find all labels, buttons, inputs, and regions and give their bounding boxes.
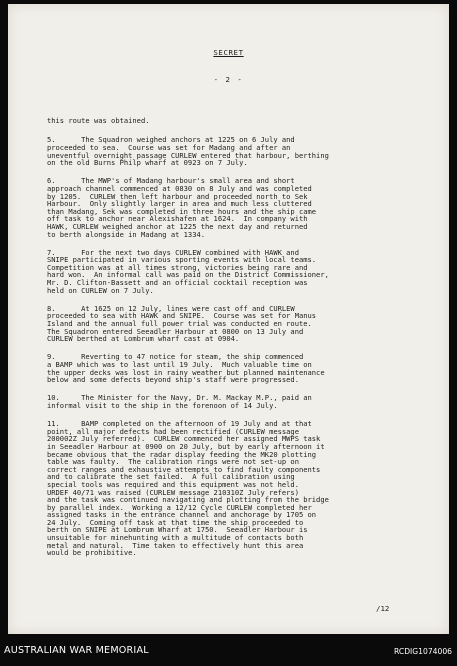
paragraph — [47, 353, 417, 383]
text-line: 10. The Minister for the Navy, Dr. M. Mackay M.P., paid an — [47, 393, 312, 403]
text-line: Harbour. Only slightly larger in area and much less cluttered — [47, 199, 312, 209]
text-line: metal and natural. Time taken to effectively hunt this area — [47, 540, 304, 550]
continuation-marker: /12 — [376, 604, 390, 613]
paragraph — [47, 177, 417, 238]
paragraph — [47, 117, 417, 125]
text-line: Island and the annual full power trial was conducted en route. — [47, 319, 312, 329]
text-line: table was faulty. The calibration rings were not set-up on — [47, 457, 299, 467]
text-line: HAWK, CURLEW weighed anchor at 1225 the next day and returned — [47, 221, 308, 231]
text-line: in Seeadler Harbour at 0900 on 20 July, but by early afternoon it — [47, 441, 325, 451]
paragraph — [47, 305, 417, 343]
text-line: proceeded to sea with HAWK and SNIPE. Course was set for Manus — [47, 311, 317, 321]
text-line: and the task was continued navigating and plotting from the bridge — [47, 495, 329, 505]
text-line: to berth alongside in Madang at 1334. — [47, 229, 206, 239]
text-line: by 1205. CURLEW then left harbour and proceeded north to Sek — [47, 191, 308, 201]
text-line: this route was obtained. — [47, 116, 150, 125]
text-line: 5. The Squadron weighed anchors at 1225 on 6 July and — [47, 135, 295, 145]
paragraph — [47, 420, 417, 557]
text-line: SNIPE participated in various sporting events with local teams. — [47, 255, 317, 265]
classification-heading: SECRET — [213, 48, 244, 57]
text-line: on the old Burns Philp wharf at 0923 on 7 July. — [47, 158, 248, 168]
text-line: special tools was required and this equipment was not held. — [47, 479, 299, 489]
text-line: assigned tasks in the entrance channel and anchorage by 1705 on — [47, 510, 317, 520]
archive-caption-bar — [0, 634, 457, 666]
text-line: below and some defects beyond ship's staff were progressed. — [47, 375, 299, 385]
text-line: point, all major defects had been rectified (CURLEW message — [47, 426, 299, 436]
paragraph — [47, 394, 417, 409]
text-line: berth on SNIPE at Lombrum Wharf at 1750. Seeadler Harbour is — [47, 525, 308, 535]
text-line: than Madang, Sek was completed in three hours and the ship came — [47, 206, 317, 216]
paragraph — [47, 136, 417, 166]
text-line: 6. The MWP's of Madang harbour's small area and short — [47, 176, 295, 186]
archive-institution: AUSTRALIAN WAR MEMORIAL — [4, 645, 149, 656]
text-line: Mr. D. Clifton-Bassett and an official cocktail reception was — [47, 278, 308, 288]
paragraph — [47, 249, 417, 295]
text-line: unsuitable for minehunting with a multitude of contacts both — [47, 533, 304, 543]
text-line: 9. Reverting to 47 notice for steam, the ship commenced — [47, 352, 304, 362]
text-line: the upper decks was lost in rainy weather but planned maintenance — [47, 367, 325, 377]
text-line: 8. At 1625 on 12 July, lines were cast off and CURLEW — [47, 303, 295, 313]
text-line: Competition was at all times strong, victories being rare and — [47, 262, 308, 272]
text-line: 24 July. Coming off task at that time the ship proceeded to — [47, 517, 304, 527]
document-page — [8, 4, 449, 634]
text-line: off task to anchor near Alexishafen at 1624. In company with — [47, 214, 308, 224]
text-line: held on CURLEW on 7 July. — [47, 285, 154, 295]
text-line: informal visit to the ship in the forenoon of 14 July. — [47, 400, 278, 410]
text-line: became obvious that the radar display feeding the MK20 plotting — [47, 449, 317, 459]
text-line: would be prohibitive. — [47, 548, 137, 558]
text-line: 200002Z July referred). CURLEW commenced her assigned MWPS task — [47, 434, 321, 444]
text-line: correct ranges and exhaustive attempts to find faulty components — [47, 464, 321, 474]
text-line: URDEF 40/71 was raised (CURLEW message 210310Z July refers) — [47, 487, 299, 497]
text-line: and to calibrate the set failed. A full calibration using — [47, 472, 295, 482]
text-line: by parallel index. Working a 12/12 Cycle CURLEW completed her — [47, 502, 312, 512]
text-line: uneventful overnight passage CURLEW entered that harbour, berthing — [47, 150, 329, 160]
text-line: proceeded to sea. Course was set for Madang and after an — [47, 142, 291, 152]
text-line: hard won. An informal call was paid on the District Commissioner, — [47, 270, 329, 280]
text-line: a BAMP which was to last until 19 July. Much valuable time on — [47, 360, 312, 370]
text-line: The Squadron entered Seeadler Harbour at 0800 on 13 July and — [47, 326, 304, 336]
text-line: approach channel commenced at 0830 on 8 July and was completed — [47, 183, 312, 193]
document-body — [47, 117, 417, 567]
page-number: - 2 - — [213, 75, 244, 84]
text-line: 11. BAMP completed on the afternoon of 19 July and at that — [47, 419, 312, 429]
text-line: CURLEW berthed at Lombrum wharf cast at 0904. — [47, 334, 240, 344]
text-line: 7. For the next two days CURLEW combined with HAWK and — [47, 247, 299, 257]
archive-reference: RCDIG1074006 — [394, 647, 452, 656]
